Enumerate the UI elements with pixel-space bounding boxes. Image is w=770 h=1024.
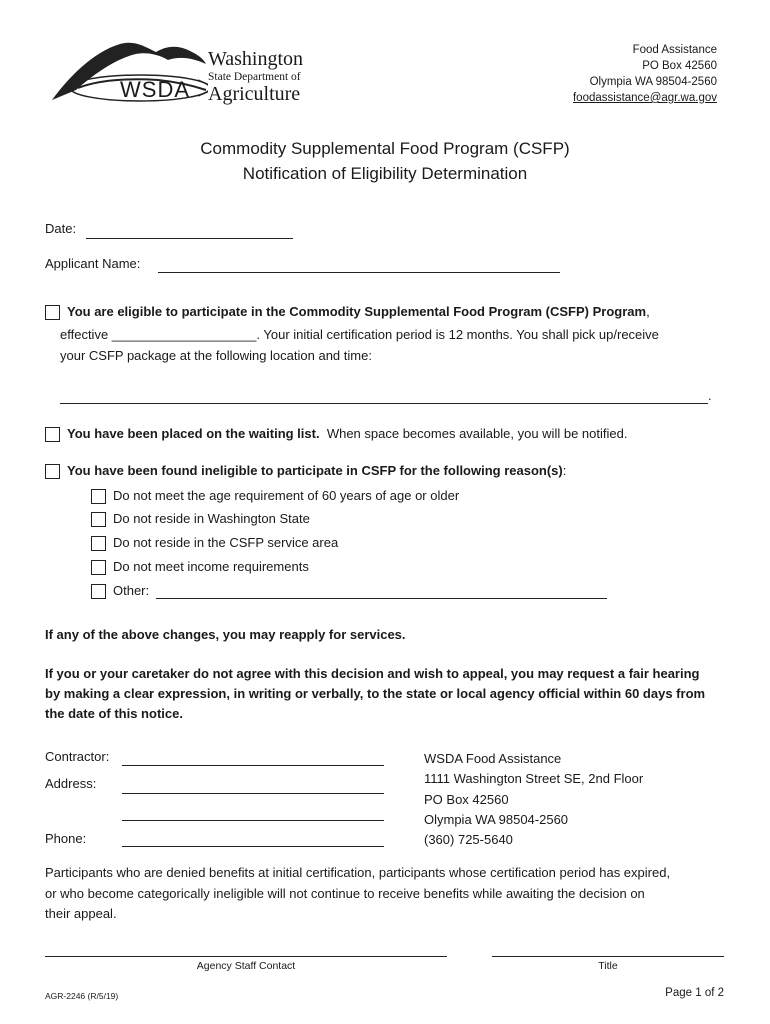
phone-field[interactable] <box>122 846 384 847</box>
title-line-2: Notification of Eligibility Determination <box>242 164 528 183</box>
contact-email-link[interactable]: foodassistance@agr.wa.gov <box>572 92 717 104</box>
reason-age-checkbox[interactable] <box>91 489 106 504</box>
waiting-list-statement <box>67 426 627 441</box>
ineligible-bold: You have been found ineligible to participate in CSFP for the following reason(s) <box>67 463 563 478</box>
contractor-field[interactable] <box>122 765 384 766</box>
contact-city: Olympia WA 98504-2560 <box>589 76 717 88</box>
address-field-2[interactable] <box>122 820 384 821</box>
wsda-logo <box>48 38 318 110</box>
logo-agriculture: Agriculture <box>208 83 301 105</box>
applicant-name-label: Applicant Name: <box>45 256 141 271</box>
waiting-list-checkbox[interactable] <box>45 427 60 442</box>
pickup-period: . <box>708 388 712 403</box>
reason-income-checkbox[interactable] <box>91 560 106 575</box>
participants-notice: Participants who are denied benefits at initial certification, participants whose certification period has expired, or who become categorically ineligible will not continue to receive benefits while awaiting the decision on their appeal. <box>45 865 671 921</box>
reason-income-label: Do not meet income requirements <box>113 559 309 574</box>
contact-org: Food Assistance <box>632 44 717 56</box>
phone-label: Phone: <box>45 831 87 846</box>
page-number: Page 1 of 2 <box>665 987 724 999</box>
title-line-1: Commodity Supplemental Food Program (CSFP) <box>200 139 570 158</box>
reason-service-area-checkbox[interactable] <box>91 536 106 551</box>
agency-staff-contact-field[interactable] <box>45 956 447 957</box>
ineligible-checkbox[interactable] <box>45 464 60 479</box>
reason-residence-label: Do not reside in Washington State <box>113 511 310 526</box>
logo-washington: Washington <box>208 48 304 70</box>
page-title <box>0 136 770 186</box>
reason-age-label: Do not meet the age requirement of 60 years of age or older <box>113 488 460 503</box>
reason-residence-checkbox[interactable] <box>91 512 106 527</box>
applicant-name-field[interactable] <box>158 272 560 273</box>
contact-block <box>573 42 717 106</box>
logo-state-dept: State Department of <box>208 71 301 83</box>
title-label: Title <box>598 960 618 972</box>
title-field[interactable] <box>492 956 724 957</box>
eligible-checkbox[interactable] <box>45 305 60 320</box>
appeal-notice: If you or your caretaker do not agree with this decision and wish to appeal, you may request a fair hearing by making a clear expression, in writing or verbally, to the state or local agency official within 60 days from the date of this notice. <box>45 666 706 721</box>
ineligible-statement: You have been found ineligible to participate in CSFP for the following reason(s): <box>67 463 567 478</box>
logo-badge: WSDA <box>120 77 190 102</box>
eligible-line-3: your CSFP package at the following location and time: <box>60 348 372 363</box>
date-field[interactable] <box>86 238 293 239</box>
address-field-1[interactable] <box>122 793 384 794</box>
wsda-address-block: WSDA Food Assistance 1111 Washington Street SE, 2nd Floor PO Box 42560 Olympia WA 98504-2560 (360) 725-5640 <box>424 751 644 848</box>
eligible-statement: You are eligible to participate in the Commodity Supplemental Food Program (CSFP) Program, <box>67 304 650 319</box>
reason-other-label: Other: <box>113 583 150 598</box>
form-number: AGR-2246 (R/5/19) <box>45 991 119 1001</box>
agency-staff-contact-label: Agency Staff Contact <box>196 960 296 972</box>
pickup-location-field[interactable] <box>60 403 708 404</box>
contractor-label: Contractor: <box>45 749 110 764</box>
eligible-bold: You are eligible to participate in the Commodity Supplemental Food Program (CSFP) Program <box>67 304 647 319</box>
reapply-notice: If any of the above changes, you may reapply for services. <box>45 627 406 642</box>
reason-other-checkbox[interactable] <box>91 584 106 599</box>
eligible-line-2: effective ____________________. Your initial certification period is 12 months. You shall pick up/receive <box>60 327 659 342</box>
waiting-bold: You have been placed on the waiting list. <box>67 426 320 441</box>
contact-pobox: PO Box 42560 <box>642 60 717 72</box>
reason-other-field[interactable] <box>156 598 607 599</box>
waiting-rest: When space becomes available, you will be notified. <box>326 426 628 441</box>
address-label: Address: <box>45 776 97 791</box>
date-label: Date: <box>45 221 77 236</box>
reason-service-area-label: Do not reside in the CSFP service area <box>113 535 339 550</box>
